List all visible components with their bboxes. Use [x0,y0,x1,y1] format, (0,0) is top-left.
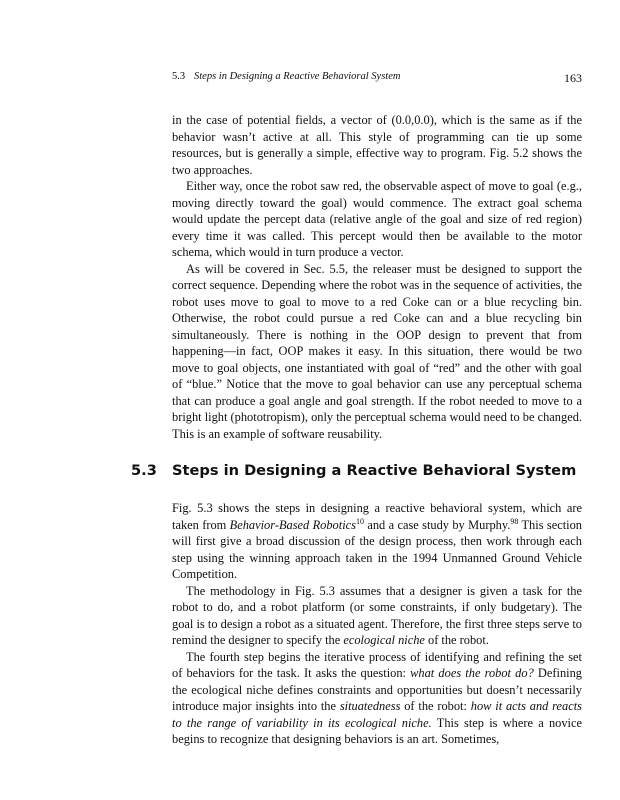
citation-ref-2[interactable]: 98 [510,516,519,526]
body-text-lower [172,500,582,748]
citation-ref-1[interactable]: 10 [355,516,364,526]
paragraph-5-pre: The methodology in Fig. 5.3 assumes that a designer is given a task for the robot to do, and a robot platform (or some constraints, if only budgetary). The goal is to design a robot as a situated agent. Therefore, the first three steps serve to remind the designer to specify the [172,583,582,647]
section-heading [131,462,591,484]
question-phrase: what does the robot do? [410,666,534,680]
page-number: 163 [564,71,582,85]
paragraph-4 [172,500,582,583]
paragraph-5 [172,583,582,649]
paragraph-6-pre: The fourth step begins the iterative process of identifying and refining the set of behaviors for the task. It asks the question: [172,649,582,680]
header-section-title: Steps in Designing a Reactive Behavioral System [194,71,401,82]
paragraph-6 [172,649,582,748]
paragraph-5-post: of the robot. [424,633,489,647]
paragraph-3: As will be covered in Sec. 5.5, the releaser must be designed to support the correct sequence. Depending where the robot was in the sequence of activities, the robot uses move to goal to move to a red Coke can or a blue recycling bin. Otherwise, the robot could pursue a red Coke can and a blue recycling bin simultaneously. There is nothing in the OOP design to prevent that from happening—in fact, OOP makes it easy. In this situation, there would be two move to goal objects, one instantiated with goal of “red” and the other with goal of “blue.” Notice that the move to goal behavior can use any perceptual schema that can produce a goal angle and goal strength. If the robot needed to move to a bright light (phototropism), only the perceptual schema would need to be changed. This is an example of software reusability. [172,261,582,441]
section-heading-title: Steps in Designing a Reactive Behavioral System [172,462,577,479]
paragraph-6-mid2: of the robot: [400,699,471,713]
paragraph-2: Either way, once the robot saw red, the observable aspect of move to goal (e.g., moving directly toward the goal) would commence. The extract goal schema would update the percept data (relative angle of the goal and size of red region) every time it was called. This percept would then be available to the motor schema, which would in turn produce a vector. [172,179,582,259]
paragraph-1: in the case of potential fields, a vector of (0.0,0.0), which is the same as if the behavior wasn’t active at all. This style of programming can tie up some resources, but is generally a simple, effective way to program. Fig. 5.2 shows the two approaches. [172,113,582,177]
book-title: Behavior-Based Robotics [229,517,356,532]
paragraph-4-post: This section will first give a broad discussion of the design process, then work through each step using the winning approach taken in the 1994 Unmanned Ground Vehicle Competition. [172,517,582,581]
body-text-upper [172,112,582,442]
definition-phrase: how it acts and reacts to the range of variability in its ecological niche. [172,699,582,730]
term-ecological-niche: ecological niche [343,633,425,647]
paragraph-6-mid: Defining the ecological niche defines constraints and opportunities but doesn’t necessarily introduce major insights into the [172,666,582,713]
paragraph-6-post: This step is where a novice begins to recognize that designing behaviors is an art. Sometimes, [172,715,582,746]
term-situatedness: situatedness [339,699,401,713]
section-heading-number: 5.3 [131,462,157,479]
paragraph-4-mid: and a case study by Murphy. [363,517,511,532]
paragraph-4-pre: Fig. 5.3 shows the steps in designing a reactive behavioral system, which are taken from [172,501,582,532]
header-section-number: 5.3 [172,71,186,82]
running-header [172,71,582,89]
